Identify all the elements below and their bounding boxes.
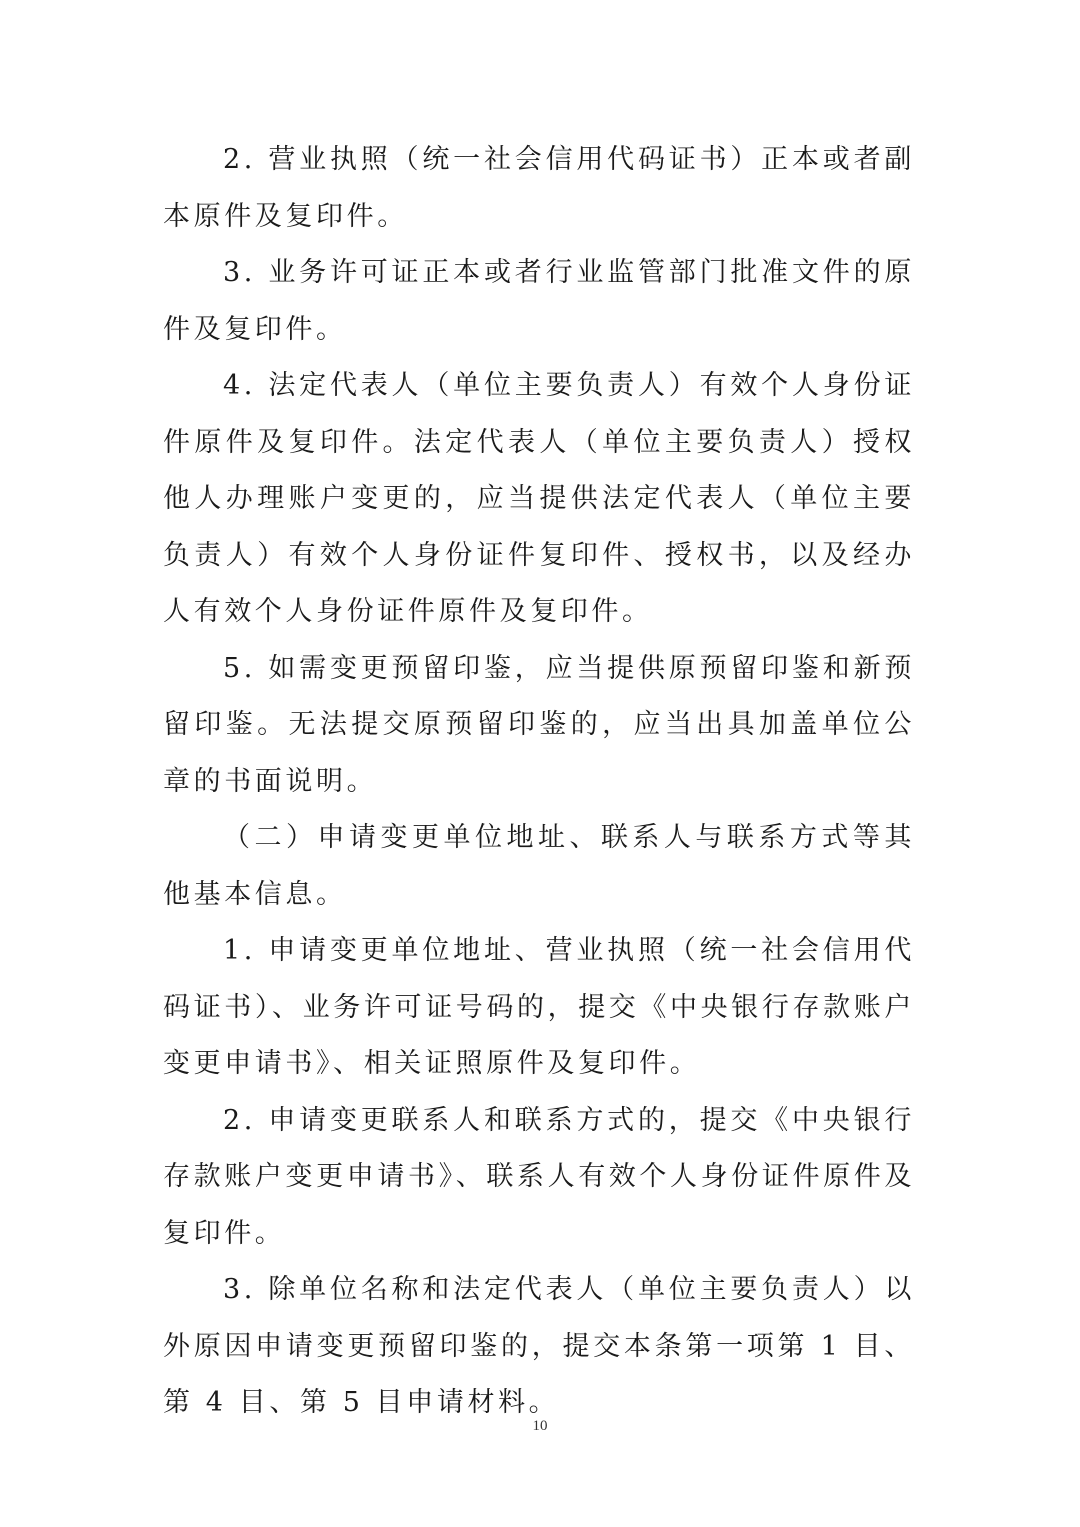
paragraph-item-3-seal-change: 3. 除单位名称和法定代表人（单位主要负责人）以外原因申请变更预留印鉴的，提交本条第一项第 1 目、第 4 目、第 5 目申请材料。	[163, 1274, 915, 1418]
paragraph-item-4-legal-representative: 4. 法定代表人（单位主要负责人）有效个人身份证件原件及复印件。法定代表人（单位主要负责人）授权他人办理账户变更的，应当提供法定代表人（单位主要负责人）有效个人身份证件复印件、授权书，以及经办人有效个人身份证件原件及复印件。	[163, 370, 915, 627]
page-number: 10	[532, 1418, 548, 1434]
paragraph-item-3-business-permit: 3. 业务许可证正本或者行业监管部门批准文件的原件及复印件。	[163, 257, 915, 345]
paragraph-item-2-business-license: 2. 营业执照（统一社会信用代码证书）正本或者副本原件及复印件。	[163, 144, 915, 232]
paragraph-item-5-reserved-seal: 5. 如需变更预留印鉴，应当提供原预留印鉴和新预留印鉴。无法提交原预留印鉴的，应当出具加盖单位公章的书面说明。	[163, 652, 915, 797]
document-body	[163, 132, 915, 1432]
paragraph-item-2-contact-change: 2. 申请变更联系人和联系方式的，提交《中央银行存款账户变更申请书》、联系人有效个人身份证件原件及复印件。	[163, 1104, 915, 1249]
section-heading-2-other-info: （二）申请变更单位地址、联系人与联系方式等其他基本信息。	[163, 822, 915, 910]
paragraph-item-1-address-change: 1. 申请变更单位地址、营业执照（统一社会信用代码证书）、业务许可证号码的，提交《中央银行存款账户变更申请书》、相关证照原件及复印件。	[163, 935, 915, 1079]
